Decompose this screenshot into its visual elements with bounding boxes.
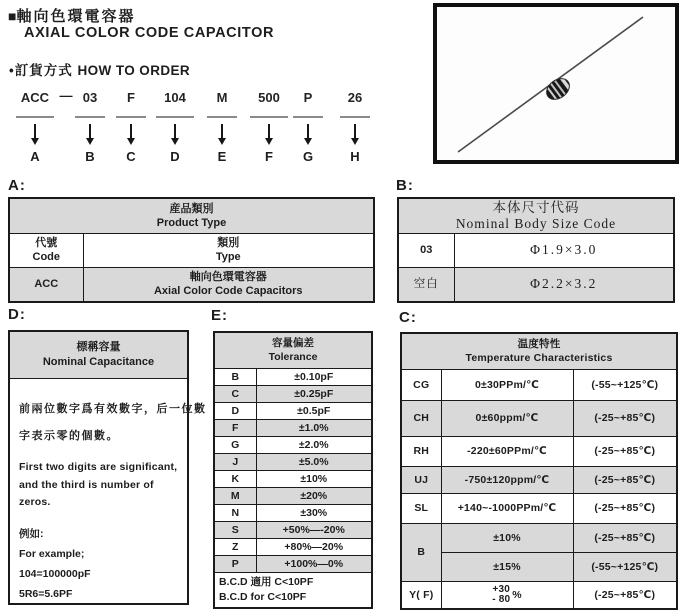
tolerance-table xyxy=(213,331,373,609)
order-code-col-h xyxy=(331,90,379,164)
order-code-letter: G xyxy=(302,149,314,164)
example-2: 5R6=5.6PF xyxy=(19,587,73,600)
tolerance-code: S xyxy=(214,521,256,538)
tc-coeff: 0±60ppm/℃ xyxy=(441,400,573,436)
table-row-size: Φ1.9×3.0 xyxy=(454,233,674,267)
how-to-order-heading: •訂貨方式 HOW TO ORDER xyxy=(9,63,191,78)
tc-range: (-25~+85℃) xyxy=(573,400,677,436)
table-header: 本体尺寸代码 Nominal Body Size Code xyxy=(398,198,674,233)
table-row-code: 03 xyxy=(398,233,454,267)
order-code-letter: C xyxy=(126,149,136,164)
order-code-value: 104 xyxy=(164,90,186,105)
tolerance-value: +50%—-20% xyxy=(256,521,372,538)
table-header: 容量偏差 Tolerance xyxy=(214,332,372,368)
tolerance-code: J xyxy=(214,453,256,470)
underline xyxy=(156,116,194,118)
table-header: 産品類別 Product Type xyxy=(9,198,374,233)
example-1: 104=100000pF xyxy=(19,567,91,580)
tc-range: (-55~+125℃) xyxy=(573,552,677,581)
body-size-code-table xyxy=(397,197,675,303)
order-code-value: 26 xyxy=(347,90,363,105)
tc-range: (-25~+85℃) xyxy=(573,436,677,466)
tolerance-value: ±30% xyxy=(256,504,372,521)
example-label-en: For example; xyxy=(19,547,85,560)
tc-code: Y( F) xyxy=(401,581,441,609)
bullet-marker: • xyxy=(9,63,15,78)
order-code-letter: H xyxy=(350,149,360,164)
tolerance-code: Z xyxy=(214,538,256,555)
tolerance-code: G xyxy=(214,436,256,453)
tc-code: CH xyxy=(401,400,441,436)
section-d-label: D: xyxy=(8,306,26,323)
tolerance-code: D xyxy=(214,402,256,419)
section-b-label: B: xyxy=(396,177,414,194)
table-row-type: 軸向色環電容器 Axial Color Code Capacitors xyxy=(83,267,374,302)
tc-coeff: 0±30PPm/℃ xyxy=(441,369,573,400)
underline xyxy=(340,116,370,118)
tolerance-value: ±1.0% xyxy=(256,419,372,436)
down-arrow-icon xyxy=(354,124,356,138)
order-code-dash: — xyxy=(59,88,73,103)
underline xyxy=(207,116,237,118)
underline xyxy=(75,116,105,118)
black-square-marker: ■ xyxy=(8,8,17,24)
tc-range: (-55~+125℃) xyxy=(573,369,677,400)
page-title-zh: ■軸向色環電容器 xyxy=(8,8,136,25)
tolerance-value: ±0.25pF xyxy=(256,385,372,402)
table-header: 温度特性 Temperature Characteristics xyxy=(401,333,677,369)
tolerance-value: ±0.5pF xyxy=(256,402,372,419)
axial-capacitor-illustration xyxy=(437,7,675,160)
down-arrow-icon xyxy=(174,124,176,138)
tolerance-value: +100%—0% xyxy=(256,555,372,572)
tc-range: (-25~+85℃) xyxy=(573,466,677,493)
order-code-col-e xyxy=(198,90,246,164)
order-code-letter: B xyxy=(85,149,95,164)
tc-coeff: +30 - 80 % xyxy=(441,581,573,609)
order-code-value: 500 xyxy=(258,90,280,105)
table-row-size: Φ2.2×3.2 xyxy=(454,267,674,302)
tolerance-code: N xyxy=(214,504,256,521)
tolerance-code: K xyxy=(214,470,256,487)
tolerance-value: ±2.0% xyxy=(256,436,372,453)
order-code-col-a xyxy=(11,90,59,164)
tolerance-code: M xyxy=(214,487,256,504)
down-arrow-icon xyxy=(307,124,309,138)
tolerance-code: B xyxy=(214,368,256,385)
order-code-value: F xyxy=(127,90,135,105)
section-c-label: C: xyxy=(399,309,417,326)
down-arrow-icon xyxy=(130,124,132,138)
tolerance-code: P xyxy=(214,555,256,572)
tolerance-code: F xyxy=(214,419,256,436)
underline xyxy=(250,116,288,118)
underline xyxy=(16,116,54,118)
example-label-zh: 例如: xyxy=(19,527,44,540)
order-code-letter: F xyxy=(265,149,273,164)
tolerance-value: ±20% xyxy=(256,487,372,504)
tolerance-value: ±0.10pF xyxy=(256,368,372,385)
product-type-table xyxy=(8,197,375,303)
section-a-label: A: xyxy=(8,177,26,194)
tolerance-code: C xyxy=(214,385,256,402)
page-title-en: AXIAL COLOR CODE CAPACITOR xyxy=(24,25,275,41)
down-arrow-icon xyxy=(268,124,270,138)
tc-coeff: -750±120ppm/℃ xyxy=(441,466,573,493)
tc-coeff: -220±60PPm/℃ xyxy=(441,436,573,466)
tc-code: SL xyxy=(401,493,441,523)
table-row-code: 空白 xyxy=(398,267,454,302)
nominal-capacitance-box xyxy=(8,330,207,605)
down-arrow-icon xyxy=(34,124,36,138)
table-header: 標稱容量 Nominal Capacitance xyxy=(10,332,187,379)
tc-coeff: ±10% xyxy=(441,523,573,552)
tc-code: CG xyxy=(401,369,441,400)
tc-range: (-25~+85℃) xyxy=(573,493,677,523)
underline xyxy=(116,116,146,118)
order-code-value: ACC xyxy=(20,90,50,105)
order-code-letter: E xyxy=(217,149,227,164)
order-code-col-d xyxy=(151,90,199,164)
tolerance-value: ±10% xyxy=(256,470,372,487)
underline xyxy=(293,116,323,118)
order-code-value: 03 xyxy=(82,90,98,105)
down-arrow-icon xyxy=(89,124,91,138)
col-header-code: 代號 Code xyxy=(9,233,83,267)
col-header-type: 類別 Type xyxy=(83,233,374,267)
down-arrow-icon xyxy=(221,124,223,138)
tolerance-value: ±5.0% xyxy=(256,453,372,470)
order-code-value: P xyxy=(303,90,313,105)
tolerance-value: +80%—20% xyxy=(256,538,372,555)
tc-code: RH xyxy=(401,436,441,466)
tolerance-note: B.C.D 適用 C<10PF B.C.D for C<10PF xyxy=(214,572,372,608)
section-e-label: E: xyxy=(211,307,228,324)
order-code-value: M xyxy=(216,90,228,105)
table-row-code: ACC xyxy=(9,267,83,302)
order-code-letter: A xyxy=(30,149,40,164)
tc-code: B xyxy=(401,523,441,581)
tc-range: (-25~+85℃) xyxy=(573,581,677,609)
order-code-col-g xyxy=(284,90,332,164)
tc-coeff: ±15% xyxy=(441,552,573,581)
order-code-col-c xyxy=(107,90,155,164)
tc-range: (-25~+85℃) xyxy=(573,523,677,552)
temperature-characteristics-table xyxy=(400,332,678,610)
order-code-letter: D xyxy=(170,149,180,164)
tc-code: UJ xyxy=(401,466,441,493)
tc-coeff: +140~-1000PPm/℃ xyxy=(441,493,573,523)
nominal-capacitance-text: 前兩位數字爲有效數字，后一位數 字表示零的個數。 First two digits are significant, and the third is number of zeros. 例如: For example; 104=100000pF 5R6=5.6PF xyxy=(10,379,187,604)
capacitor-photo xyxy=(433,3,679,164)
